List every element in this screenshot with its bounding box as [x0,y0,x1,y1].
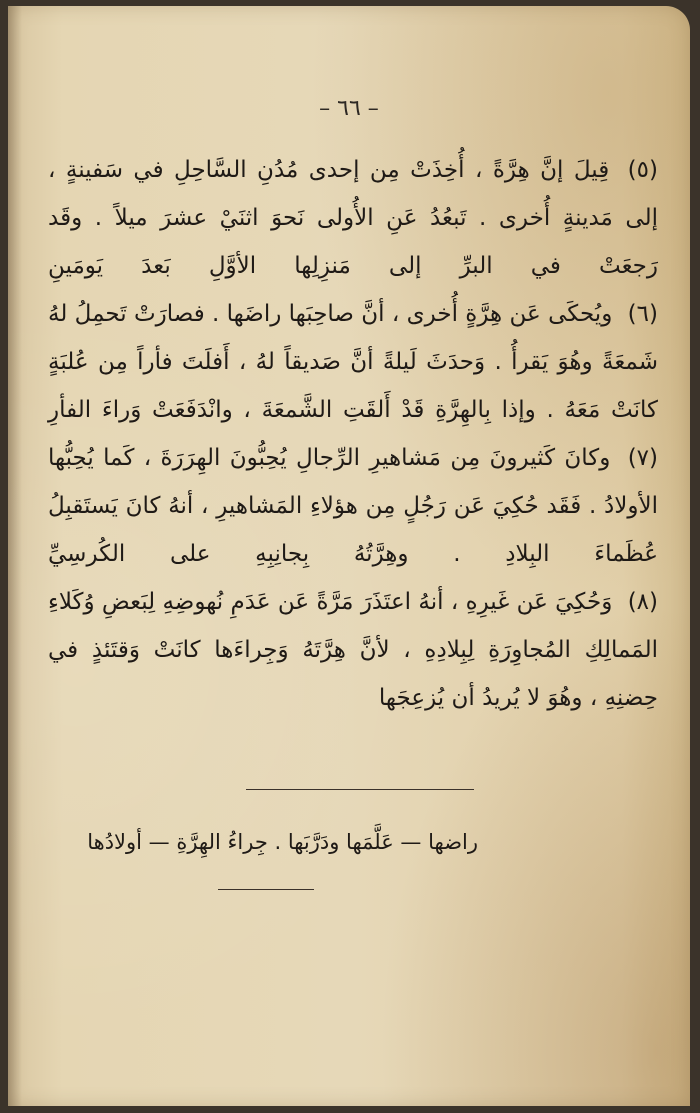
paragraph-6 [48,290,658,434]
book-page [8,6,690,1106]
main-text [48,146,658,722]
paragraph-number: (٨) [627,589,659,615]
glossary-note: راضها — عَلَّمَها ودَرَّبَها . جِراءُ الهِرَّةِ — أولادُها [87,830,478,854]
page-spine-shadow [8,6,22,1106]
paragraph-text: وكانَ كَثيرونَ مِن مَشاهيرِ الرِّجالِ يُحِبُّونَ الهِرَرَةَ ، كَما يُحِبُّها الأولادُ . فَقَد حُكِيَ عَن رَجُلٍ مِن هؤلاءِ المَشاهيرِ ، أنهُ كانَ يَستَقبِلُ عُظَماءَ البِلادِ . وهِرَّتُهُ بِجانِبِهِ على الكُرسِيِّ [48,445,658,567]
paragraph-number: (٧) [627,445,659,471]
paragraph-8 [48,578,658,722]
paragraph-text: قِيلَ إنَّ هِرَّةً ، أُخِذَتْ مِن إحدى مُدُنِ السَّاحِلِ في سَفينةٍ ، إلى مَدينةٍ أُخرى . تَبعُدُ عَنِ الأُولى نَحوَ اثنَيْ عشرَ ميلاً . وقَد رَجعَتْ في البرِّ إلى مَنزِلِها الأوَّلِ بَعدَ يَومَينِ [48,157,658,279]
page-number: – ٦٦ – [319,96,379,121]
divider-top [246,789,474,790]
paragraph-number: (٥) [627,157,658,183]
paragraph-number: (٦) [627,301,658,327]
paragraph-text: ويُحكَى عَن هِرَّةٍ أُخرى ، أنَّ صاحِبَها راضَها . فصارَتْ تَحمِلُ لهُ شَمعَةً وهُوَ يَقرأُ . وَحدَثَ لَيلةً أنَّ صَديقاً لهُ ، أَفلَتَ فأراً مِن عُلبَةٍ كانَتْ مَعَهُ . وإذا بِالهِرَّةِ قَدْ أَلقَتِ الشَّمعَةَ ، وانْدَفَعَتْ وَراءَ الفأرِ [48,301,658,423]
paragraph-text: وَحُكِيَ عَن غَيرِهِ ، أنهُ اعتَذَرَ مَرَّةً عَن عَدَمِ نُهوضِهِ لِبَعضِ وُكَلاءِ المَمالِكِ المُجاوِرَةِ لِبِلادِهِ ، لأنَّ هِرَّتَهُ وَجِراءَها كانَتْ وَقتَئذٍ في حِضنِهِ ، وهُوَ لا يُريدُ أن يُزعِجَها [48,589,658,711]
divider-bottom [218,889,314,890]
paragraph-7 [48,434,658,578]
paragraph-5 [48,146,658,290]
